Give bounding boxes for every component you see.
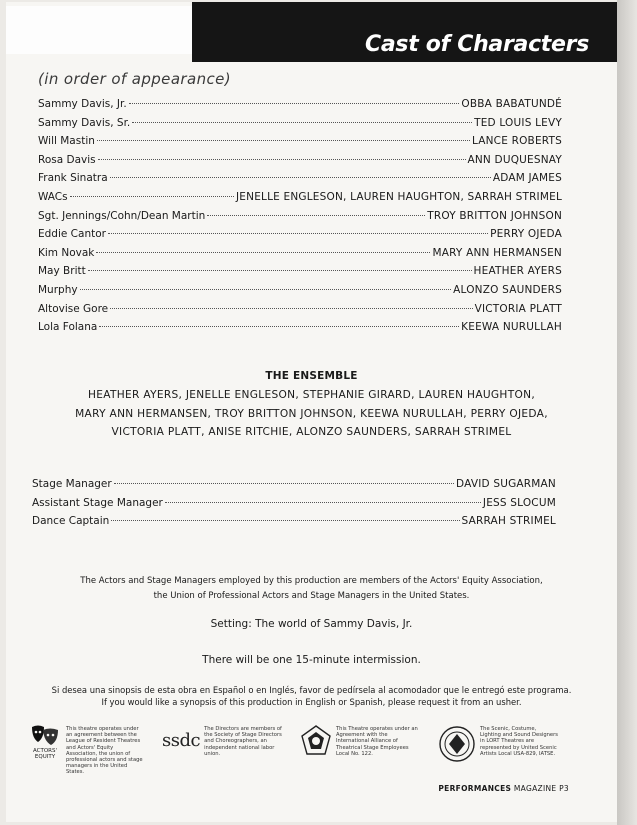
actors-equity-label: ACTORS' EQUITY <box>32 748 58 760</box>
dot-leader <box>207 215 425 216</box>
cast-row <box>38 321 562 340</box>
dot-leader <box>99 326 459 327</box>
union-logos <box>6 724 617 776</box>
cast-role: Lola Folana <box>38 321 98 334</box>
page-edge-shadow <box>617 0 637 825</box>
dot-leader <box>70 196 234 197</box>
cast-list <box>38 98 562 340</box>
cast-actor: PERRY OJEDA <box>490 228 562 241</box>
cast-role: Sammy Davis, Sr. <box>38 116 131 129</box>
ssdc-logo-block <box>162 724 290 757</box>
ensemble-list <box>6 386 617 442</box>
cast-actor: TROY BRITTON JOHNSON <box>427 209 562 222</box>
cast-actor: ANN DUQUESNAY <box>467 153 562 166</box>
actors-equity-logo-block <box>28 724 144 776</box>
dot-leader <box>110 308 472 309</box>
theatre-masks-icon <box>30 724 60 748</box>
cast-role: Rosa Davis <box>38 153 96 166</box>
header-blank-area <box>6 6 192 54</box>
usa-829-emblem-icon <box>438 724 476 764</box>
iatse-logo-block <box>300 724 422 758</box>
cast-actor: MARY ANN HERMANSEN <box>432 246 562 259</box>
cast-role: Altovise Gore <box>38 302 109 315</box>
cast-role: Murphy <box>38 283 78 296</box>
iatse-emblem-icon <box>300 724 332 758</box>
cast-actor: VICTORIA PLATT <box>474 302 562 315</box>
cast-role: Frank Sinatra <box>38 172 108 185</box>
dot-leader <box>132 122 472 123</box>
page-subtitle: (in order of appearance) <box>38 70 231 88</box>
ssdc-logo: ssdc <box>162 730 201 751</box>
crew-list <box>32 478 556 534</box>
cast-actor: OBBA BABATUNDÉ <box>461 98 562 110</box>
cast-row <box>38 265 562 284</box>
footer-brand: PERFORMANCES <box>438 784 512 793</box>
cast-role: Kim Novak <box>38 246 95 259</box>
cast-row <box>38 117 562 136</box>
cast-role: Eddie Cantor <box>38 228 106 241</box>
equity-note-line: the Union of Professional Actors and Stage Managers in the United States. <box>153 591 470 601</box>
crew-member: DAVID SUGARMAN <box>456 478 556 490</box>
synopsis-line-spanish: Si desea una sinopsis de esta obra en Español o en Inglés, favor de pedírsela al acomodador que le entregó este programa. <box>51 685 572 695</box>
cast-row <box>38 172 562 191</box>
page-title: Cast of Characters <box>365 32 589 57</box>
setting-text: Setting: The world of Sammy Davis, Jr. <box>210 618 413 630</box>
actors-equity-text: This theatre operates under an agreement between the League of Resident Theatres and Actors' Equity Association, the union of professional actors and stage managers in the United States. <box>66 726 143 776</box>
dot-leader <box>108 233 488 234</box>
dot-leader <box>98 159 466 160</box>
page-footer <box>438 784 569 793</box>
cast-actor: JENELLE ENGLESON, LAUREN HAUGHTON, SARRAH STRIMEL <box>236 190 562 203</box>
cast-actor: TED LOUIS LEVY <box>474 116 562 129</box>
crew-row <box>32 478 556 497</box>
synopsis-line-english: If you would like a synopsis of this production in English or Spanish, please request it from an usher. <box>101 697 522 707</box>
cast-actor: HEATHER AYERS <box>473 265 562 278</box>
ensemble-line: VICTORIA PLATT, ANISE RITCHIE, ALONZO SAUNDERS, SARRAH STRIMEL <box>111 426 512 438</box>
dot-leader <box>165 502 481 503</box>
program-page <box>6 2 617 822</box>
footer-magazine: MAGAZINE <box>513 784 557 793</box>
footer-page-number: P3 <box>559 784 569 793</box>
cast-row <box>38 284 562 303</box>
ensemble-heading: THE ENSEMBLE <box>265 370 358 382</box>
cast-actor: ADAM JAMES <box>492 172 562 185</box>
dot-leader <box>129 103 460 104</box>
dot-leader <box>114 483 454 484</box>
ensemble-line: MARY ANN HERMANSEN, TROY BRITTON JOHNSON, KEEWA NURULLAH, PERRY OJEDA, <box>75 407 548 420</box>
dot-leader <box>80 289 452 290</box>
cast-role: Will Mastin <box>38 135 95 148</box>
crew-member: SARRAH STRIMEL <box>461 515 556 528</box>
dot-leader <box>111 520 459 521</box>
crew-role: Assistant Stage Manager <box>32 496 163 509</box>
crew-role: Dance Captain <box>32 515 110 528</box>
crew-row <box>32 497 556 516</box>
cast-row <box>38 98 562 117</box>
dot-leader <box>88 270 472 271</box>
cast-role: May Britt <box>38 265 86 278</box>
cast-row <box>38 210 562 229</box>
usa-text: The Scenic, Costume, Lighting and Sound Designers in LORT Theatres are represented by United Scenic Artists Local USA-829, IATSE. <box>480 726 558 757</box>
cast-actor: LANCE ROBERTS <box>471 135 562 148</box>
cast-row <box>38 135 562 154</box>
intermission-text: There will be one 15-minute intermission. <box>202 654 421 666</box>
cast-row <box>38 228 562 247</box>
cast-actor: ALONZO SAUNDERS <box>453 283 562 296</box>
cast-role: Sammy Davis, Jr. <box>38 98 127 110</box>
equity-note <box>6 574 617 604</box>
dot-leader <box>96 252 430 253</box>
crew-member: JESS SLOCUM <box>482 496 556 509</box>
synopsis-note <box>6 684 617 708</box>
ssdc-text: The Directors are members of the Society of Stage Directors and Choreographers, an independent national labor union. <box>204 726 282 757</box>
ensemble-line: HEATHER AYERS, JENELLE ENGLESON, STEPHANIE GIRARD, LAUREN HAUGHTON, <box>88 389 535 401</box>
cast-row <box>38 191 562 210</box>
crew-role: Stage Manager <box>32 478 112 490</box>
crew-row <box>32 515 556 534</box>
cast-row <box>38 247 562 266</box>
iatse-text: This Theatre operates under an Agreement with the International Alliance of Theatrical Stage Employees Local No. 122. <box>336 726 418 757</box>
cast-role: Sgt. Jennings/Cohn/Dean Martin <box>38 209 206 222</box>
header-bar <box>192 2 617 62</box>
dot-leader <box>110 177 491 178</box>
cast-actor: KEEWA NURULLAH <box>461 321 562 334</box>
usa-logo-block <box>438 724 558 764</box>
cast-role: WACs <box>38 190 68 203</box>
cast-row <box>38 154 562 173</box>
dot-leader <box>97 140 470 141</box>
equity-note-line: The Actors and Stage Managers employed by this production are members of the Actors' Equity Association, <box>80 576 543 586</box>
cast-row <box>38 303 562 322</box>
